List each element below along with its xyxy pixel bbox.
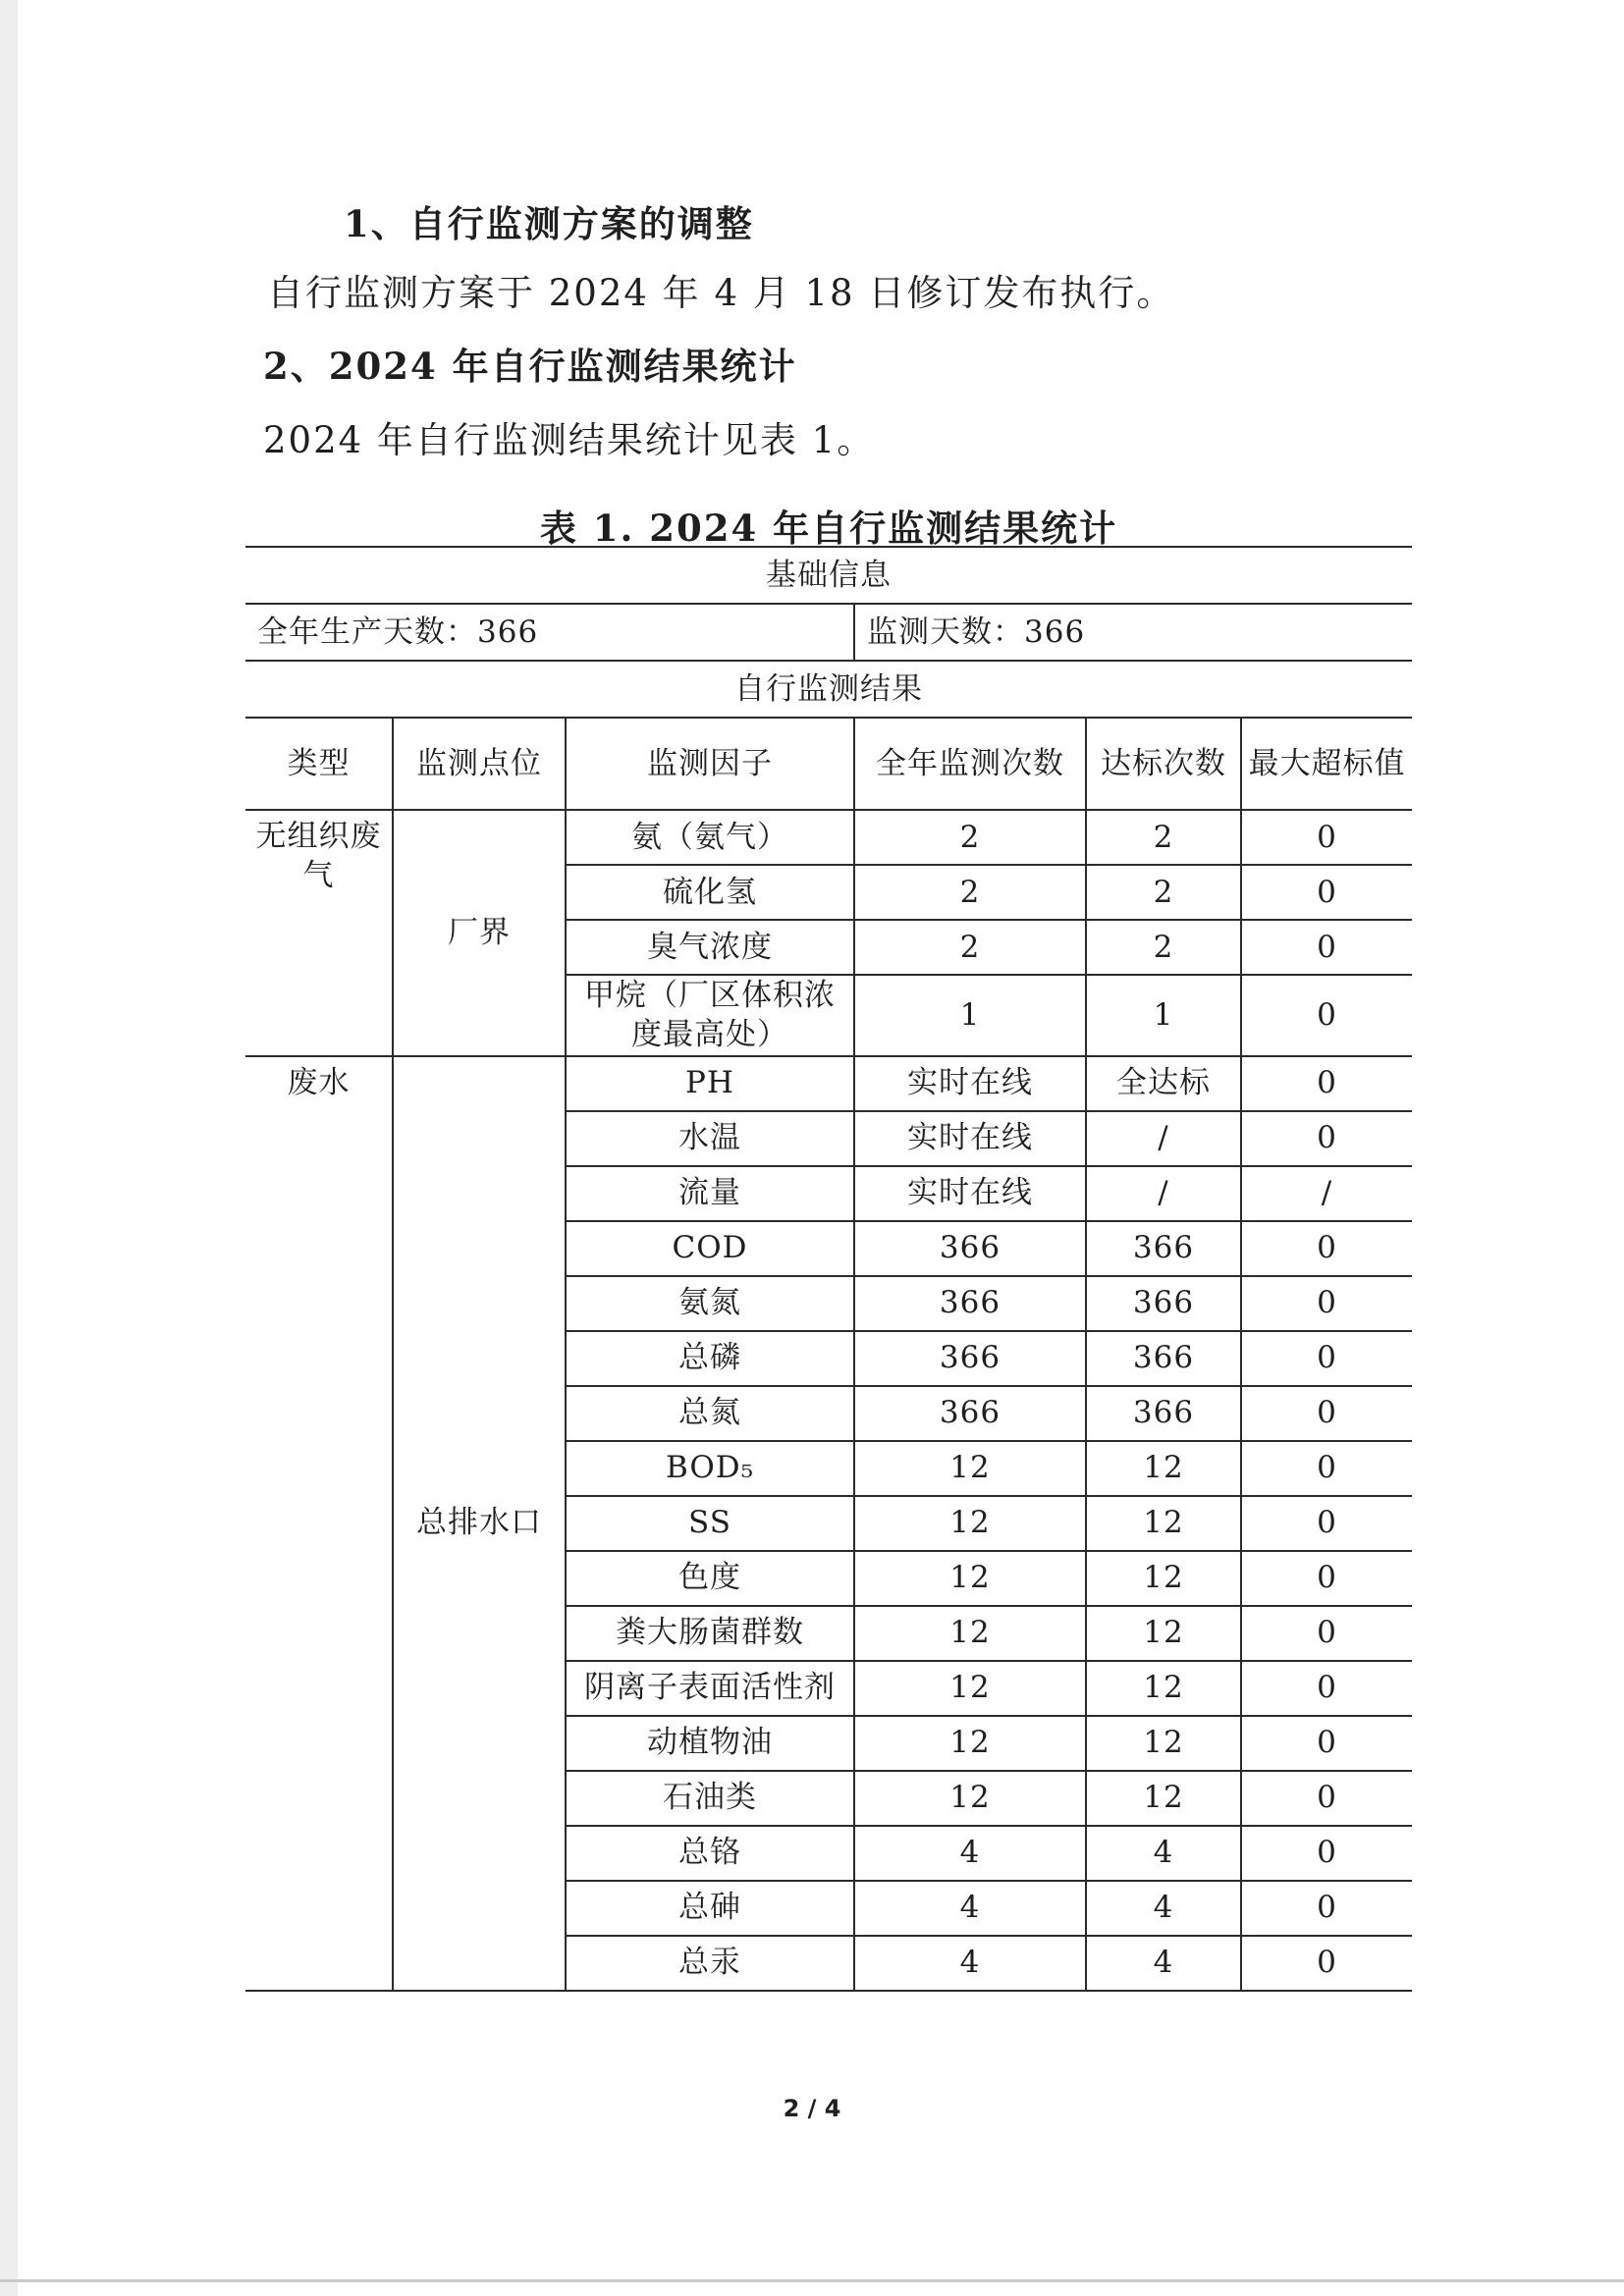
annual-count-cell: 366 <box>854 1386 1086 1441</box>
max-exceed-cell: 0 <box>1241 1881 1412 1936</box>
compliant-count-cell: 1 <box>1086 975 1241 1056</box>
factor-cell: 臭气浓度 <box>566 920 854 975</box>
max-exceed-cell: 0 <box>1241 1936 1412 1991</box>
compliant-count-cell: 12 <box>1086 1496 1241 1551</box>
point-cell-boundary: 厂界 <box>393 810 566 1056</box>
compliant-count-cell: 4 <box>1086 1936 1241 1991</box>
factor-cell: 总铬 <box>566 1826 854 1881</box>
annual-count-cell: 1 <box>854 975 1086 1056</box>
section-paragraph-1: 自行监测方案于 2024 年 4 月 18 日修订发布执行。 <box>267 272 1175 314</box>
annual-count-cell: 366 <box>854 1276 1086 1331</box>
compliant-count-cell: 全达标 <box>1086 1056 1241 1111</box>
section-heading-2: 2、2024 年自行监测结果统计 <box>263 345 797 388</box>
factor-cell: SS <box>566 1496 854 1551</box>
type-cell-gas: 无组织废气 <box>245 810 393 1056</box>
max-exceed-cell: 0 <box>1241 1551 1412 1606</box>
compliant-count-cell: 2 <box>1086 810 1241 865</box>
max-exceed-cell: / <box>1241 1166 1412 1221</box>
table-caption: 表 1. 2024 年自行监测结果统计 <box>539 507 1118 550</box>
scan-bottom-edge <box>0 2279 1624 2282</box>
max-exceed-cell: 0 <box>1241 1111 1412 1166</box>
max-exceed-cell: 0 <box>1241 1771 1412 1826</box>
factor-cell: 色度 <box>566 1551 854 1606</box>
factor-cell: 总氮 <box>566 1386 854 1441</box>
annual-count-cell: 12 <box>854 1496 1086 1551</box>
compliant-count-cell: 4 <box>1086 1826 1241 1881</box>
factor-cell: BOD₅ <box>566 1441 854 1496</box>
factor-cell: 石油类 <box>566 1771 854 1826</box>
factor-cell: 阴离子表面活性剂 <box>566 1661 854 1716</box>
annual-count-cell: 12 <box>854 1606 1086 1661</box>
header-factor: 监测因子 <box>566 718 854 810</box>
annual-count-cell: 实时在线 <box>854 1166 1086 1221</box>
annual-count-cell: 4 <box>854 1936 1086 1991</box>
compliant-count-cell: 12 <box>1086 1716 1241 1771</box>
annual-count-cell: 12 <box>854 1771 1086 1826</box>
factor-cell: 粪大肠菌群数 <box>566 1606 854 1661</box>
header-compliant-count: 达标次数 <box>1086 718 1241 810</box>
compliant-count-cell: 366 <box>1086 1276 1241 1331</box>
annual-count-cell: 2 <box>854 810 1086 865</box>
max-exceed-cell: 0 <box>1241 1386 1412 1441</box>
factor-cell: 总汞 <box>566 1936 854 1991</box>
compliant-count-cell: / <box>1086 1166 1241 1221</box>
max-exceed-cell: 0 <box>1241 1496 1412 1551</box>
annual-count-cell: 366 <box>854 1221 1086 1276</box>
max-exceed-cell: 0 <box>1241 1826 1412 1881</box>
compliant-count-cell: 366 <box>1086 1331 1241 1386</box>
annual-count-cell: 12 <box>854 1551 1086 1606</box>
results-section-header: 自行监测结果 <box>245 661 1412 718</box>
factor-cell: 动植物油 <box>566 1716 854 1771</box>
max-exceed-cell: 0 <box>1241 1331 1412 1386</box>
annual-count-cell: 12 <box>854 1716 1086 1771</box>
header-annual-count: 全年监测次数 <box>854 718 1086 810</box>
compliant-count-cell: 12 <box>1086 1661 1241 1716</box>
monitoring-results-table <box>245 546 1412 1992</box>
compliant-count-cell: 12 <box>1086 1606 1241 1661</box>
compliant-count-cell: 366 <box>1086 1221 1241 1276</box>
compliant-count-cell: / <box>1086 1111 1241 1166</box>
factor-cell: 氨氮 <box>566 1276 854 1331</box>
compliant-count-cell: 2 <box>1086 865 1241 920</box>
table-row <box>245 1056 1412 1111</box>
max-exceed-cell: 0 <box>1241 1606 1412 1661</box>
max-exceed-cell: 0 <box>1241 1056 1412 1111</box>
section-heading-1: 1、自行监测方案的调整 <box>344 202 754 245</box>
header-type: 类型 <box>245 718 393 810</box>
max-exceed-cell: 0 <box>1241 810 1412 865</box>
factor-cell: PH <box>566 1056 854 1111</box>
max-exceed-cell: 0 <box>1241 865 1412 920</box>
annual-count-cell: 4 <box>854 1881 1086 1936</box>
factor-cell: 总磷 <box>566 1331 854 1386</box>
annual-count-cell: 4 <box>854 1826 1086 1881</box>
max-exceed-cell: 0 <box>1241 1716 1412 1771</box>
max-exceed-cell: 0 <box>1241 1661 1412 1716</box>
section-paragraph-2: 2024 年自行监测结果统计见表 1。 <box>263 419 876 461</box>
page-number: 2 / 4 <box>783 2095 841 2122</box>
factor-cell: 水温 <box>566 1111 854 1166</box>
monitoring-days-cell: 监测天数：366 <box>854 604 1412 661</box>
factor-cell: 氨（氨气） <box>566 810 854 865</box>
scan-edge <box>0 0 18 2296</box>
annual-count-cell: 实时在线 <box>854 1056 1086 1111</box>
annual-count-cell: 2 <box>854 920 1086 975</box>
factor-cell: 硫化氢 <box>566 865 854 920</box>
compliant-count-cell: 2 <box>1086 920 1241 975</box>
header-max-exceed: 最大超标值 <box>1241 718 1412 810</box>
factor-cell: 流量 <box>566 1166 854 1221</box>
table-header-row <box>245 718 1412 810</box>
compliant-count-cell: 4 <box>1086 1881 1241 1936</box>
type-cell-water: 废水 <box>245 1056 393 1991</box>
compliant-count-cell: 366 <box>1086 1386 1241 1441</box>
max-exceed-cell: 0 <box>1241 1441 1412 1496</box>
basic-info-header: 基础信息 <box>245 547 1412 604</box>
point-cell-outfall: 总排水口 <box>393 1056 566 1991</box>
annual-count-cell: 2 <box>854 865 1086 920</box>
compliant-count-cell: 12 <box>1086 1771 1241 1826</box>
max-exceed-cell: 0 <box>1241 1221 1412 1276</box>
max-exceed-cell: 0 <box>1241 1276 1412 1331</box>
annual-count-cell: 12 <box>854 1661 1086 1716</box>
factor-cell: COD <box>566 1221 854 1276</box>
factor-cell: 甲烷（厂区体积浓度最高处） <box>566 975 854 1056</box>
annual-count-cell: 12 <box>854 1441 1086 1496</box>
compliant-count-cell: 12 <box>1086 1551 1241 1606</box>
annual-count-cell: 实时在线 <box>854 1111 1086 1166</box>
header-point: 监测点位 <box>393 718 566 810</box>
max-exceed-cell: 0 <box>1241 920 1412 975</box>
table-row <box>245 810 1412 865</box>
factor-cell: 总砷 <box>566 1881 854 1936</box>
official-seal-fragment <box>1559 1168 1624 1502</box>
max-exceed-cell: 0 <box>1241 975 1412 1056</box>
compliant-count-cell: 12 <box>1086 1441 1241 1496</box>
production-days-cell: 全年生产天数：366 <box>245 604 854 661</box>
annual-count-cell: 366 <box>854 1331 1086 1386</box>
